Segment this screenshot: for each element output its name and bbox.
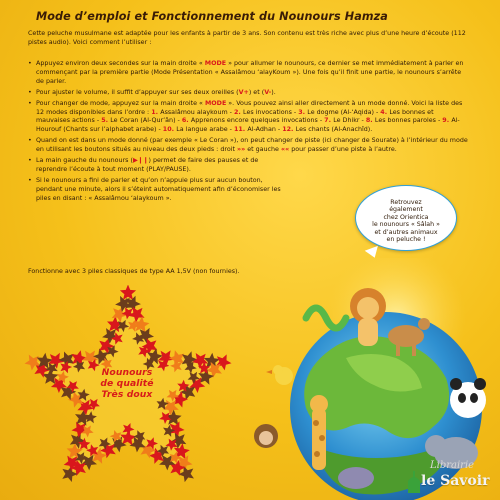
instruction-text: ) permet de faire des pauses et de reprendre l’écoute à tout moment (PLAY/PAUSE). xyxy=(36,157,259,173)
highlight-text: 12. xyxy=(282,126,296,134)
page-title: Mode d’emploi et Fonctionnement du Nounours Hamza xyxy=(36,10,388,23)
instruction-text: pour passer d’une piste à l’autre. xyxy=(289,146,397,154)
highlight-text: «« xyxy=(280,146,290,154)
highlight-text: 10. xyxy=(162,126,177,134)
instruction-text: Les bonnes et mauvaises actions - xyxy=(36,108,434,125)
bubble-line: en peluche ! xyxy=(386,236,426,244)
badge-line: Très doux xyxy=(101,389,153,401)
bubble-line: également xyxy=(389,206,423,214)
highlight-text: 9. xyxy=(442,117,452,125)
instruction-text: Al-Adhan - xyxy=(247,126,283,134)
instruction-text: La main gauche du nounours ( xyxy=(36,157,133,165)
instruction-text: Quand on est dans un mode donné (par exemple « Le Coran »), on peut changer de piste (ici changer de Sourate) à l’intérieur du mode en utilisant les boutons situés au niveau des deux pieds : droit xyxy=(36,137,468,154)
highlight-text: 8. xyxy=(365,117,375,125)
instruction-text: Pour ajuster le volume, il suffit d’appuyer sur ses deux oreilles ( xyxy=(36,88,239,96)
instruction-text: Les invocations - xyxy=(243,108,299,116)
bubble-line: le nounours « Sâlah » xyxy=(372,221,440,229)
highlight-text: 6. xyxy=(181,117,191,125)
badge-line: Nounours xyxy=(101,367,153,378)
highlight-text: 5. xyxy=(101,117,111,125)
store-logo xyxy=(405,460,500,500)
panda-icon xyxy=(450,378,486,418)
instruction-text: ». Vous pouvez ainsi aller directement à un mode donné. Voici la liste des 12 modes disponibles dans l’ordre : xyxy=(36,99,463,116)
highlight-text: MODE xyxy=(204,99,227,107)
instructions-list xyxy=(28,60,468,206)
hippo-icon xyxy=(338,467,374,489)
brand-line-2: le Savoir xyxy=(421,473,490,489)
instruction-text: Apprenons encore quelques invocations - xyxy=(190,117,325,125)
highlight-text: 1. xyxy=(151,108,161,116)
bubble-line: Retrouvez xyxy=(390,199,422,206)
highlight-text: 2. xyxy=(233,108,244,116)
bubble-line: chez Orientica xyxy=(383,213,429,221)
instruction-item xyxy=(28,89,468,98)
instruction-text: Les bonnes paroles - xyxy=(374,117,443,125)
instruction-text: La langue arabe - xyxy=(176,126,234,134)
instruction-text: Assalâmou alaykoum - xyxy=(160,108,234,116)
instruction-text: Pour changer de mode, appuyez sur la main droite « xyxy=(36,99,205,107)
instruction-text: ) et ( xyxy=(248,88,265,96)
bubble-text xyxy=(358,199,454,243)
instruction-item xyxy=(28,157,281,175)
instruction-text: ). xyxy=(271,88,276,96)
highlight-text: 3. xyxy=(298,108,308,116)
intro-text: Cette peluche musulmane est adaptée pour les enfants à partir de 3 ans. Son contenu est très riche avec plus d’une heure d’écoute (112 pistes audio). Voici comment l’utiliser : xyxy=(28,30,466,46)
highlight-text: ▶❙❙ xyxy=(132,157,149,165)
instruction-item xyxy=(28,137,468,155)
instruction-text: Al-Hourouf (Chants sur l’alphabet arabe) - xyxy=(36,117,460,134)
instruction-text: Le dogme (Al-‘Aqida) - xyxy=(307,108,381,116)
instruction-item xyxy=(28,177,281,204)
badge-line: de qualité xyxy=(100,378,154,390)
highlight-text: MODE xyxy=(204,60,227,67)
battery-note: Fonctionne avec 3 piles classiques de type AA 1,5V (non fournies). xyxy=(28,268,240,275)
highlight-text: V- xyxy=(264,88,272,96)
highlight-text: »» xyxy=(236,146,246,154)
quality-badge-text xyxy=(83,367,171,401)
instruction-text: Les chants (Al-Anachîd). xyxy=(295,126,373,134)
instruction-text: et gauche xyxy=(245,146,281,154)
instruction-text: Le Dhikr - xyxy=(333,117,366,125)
monkey-icon xyxy=(254,424,278,448)
highlight-text: V+ xyxy=(238,88,249,96)
instruction-text: Si le nounours a fini de parler et qu’on n’appuie plus sur aucun bouton, pendant une minute, alors il s’éteint automatiquement afin d’économiser les piles en disant : « Assalâmou ‘alaykoum ». xyxy=(36,176,281,202)
instruction-text: Appuyez environ deux secondes sur la main droite « xyxy=(36,60,205,67)
instruction-item xyxy=(28,60,468,87)
bubble-line: et d’autres animaux xyxy=(374,228,438,236)
instruction-text: » pour allumer le nounours, ce dernier se met immédiatement à parler en commençant par la première partie (Mode Présentation « Assalâmou ‘alayKoum »). Une fois qu’il finit une partie, le nounours s’arrête de parler. xyxy=(36,60,464,85)
highlight-text: 11. xyxy=(233,126,248,134)
brand-line-1: Librairie xyxy=(430,460,475,471)
speech-bubble xyxy=(355,185,457,251)
instruction-item xyxy=(28,100,468,136)
instruction-text: Le Coran (Al-Qur’ân) - xyxy=(110,117,182,125)
highlight-text: 7. xyxy=(324,117,334,125)
highlight-text: 4. xyxy=(380,108,390,116)
giraffe-icon xyxy=(310,395,328,470)
